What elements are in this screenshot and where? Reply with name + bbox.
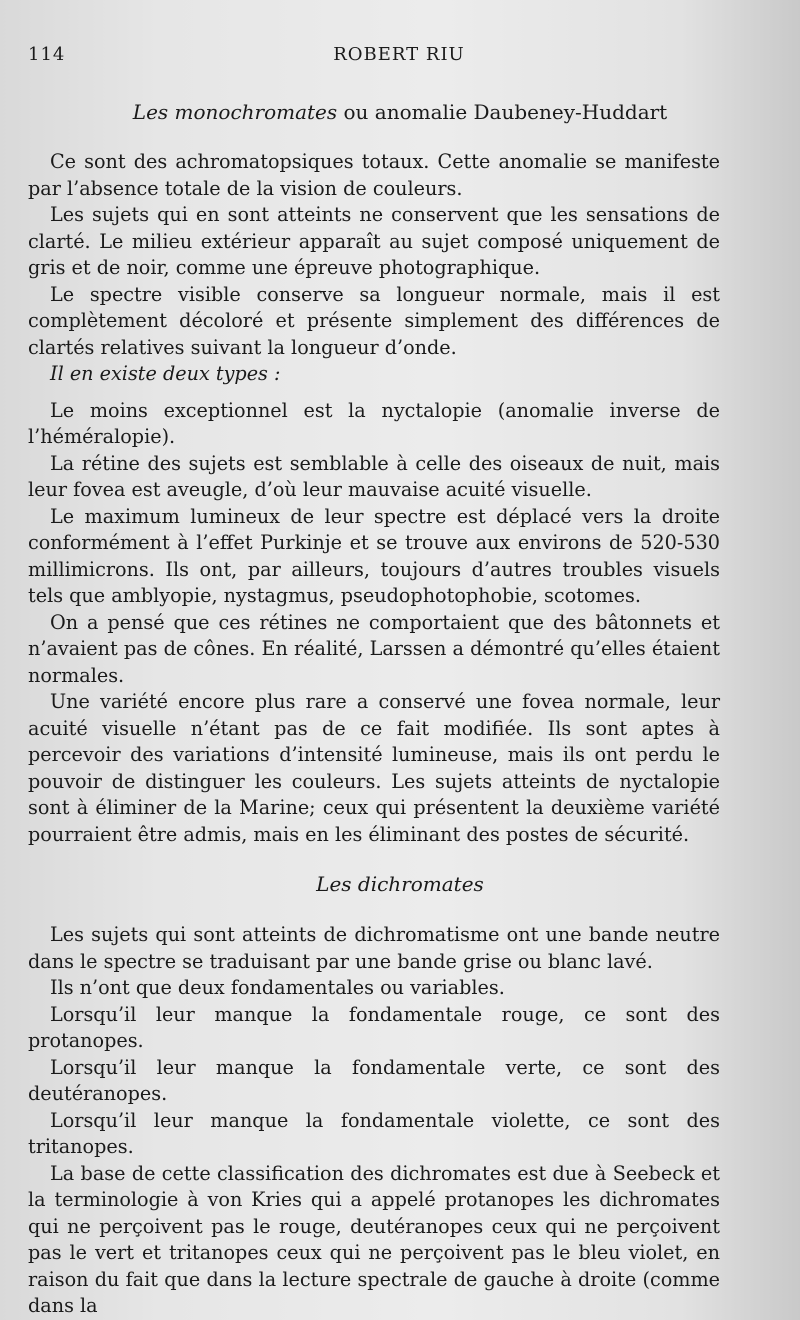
running-head: ROBERT RIU bbox=[333, 44, 465, 65]
paragraph: Lorsqu’il leur manque la fondamentale rouge, ce sont des protanopes. bbox=[28, 1002, 720, 1052]
section-heading-dichromates bbox=[0, 872, 800, 896]
paragraph: Une variété encore plus rare a conservé une fovea normale, leur acuité visuelle n’étant pas de ce fait modifiée. Ils sont aptes à percevoir des variations d’intensité lumineuse, mais ils ont perdu le pouvoir de distinguer les couleurs. Les sujets atteints de nyctalopie sont à éliminer de la Marine; ceux qui présentent la deuxième variété pourraient être admis, mais en les éliminant des postes de sécurité. bbox=[28, 690, 720, 846]
heading-rest-part: ou anomalie Daubeney-Huddart bbox=[337, 100, 668, 124]
paragraph: Lorsqu’il leur manque la fondamentale violette, ce sont des tritanopes. bbox=[28, 1108, 720, 1158]
paragraph: La base de cette classification des dichromates est due à Seebeck et la terminologie à von Kries qui a appelé protanopes les dichromates qui ne perçoivent pas le rouge, deutéranopes ceux qui ne perçoivent pas le vert et tritanopes ceux qui ne perçoivent pas le bleu violet, en raison du fait que dans la lecture spectrale de gauche à droite (comme dans la bbox=[28, 1161, 720, 1317]
page-number: 114 bbox=[28, 44, 66, 65]
heading-italic-part: Les dichromates bbox=[316, 872, 484, 896]
paragraph: Les sujets qui en sont atteints ne conservent que les sensations de clarté. Le milieu extérieur apparaît au sujet composé uniquement de gris et de noir, comme une épreuve photographique. bbox=[28, 203, 720, 279]
page-header bbox=[28, 44, 770, 72]
paragraph: La rétine des sujets est semblable à celle des oiseaux de nuit, mais leur fovea est aveugle, d’où leur mauvaise acuité visuelle. bbox=[28, 451, 720, 501]
paragraph: Le maximum lumineux de leur spectre est déplacé vers la droite conformément à l’effet Purkinje et se trouve aux environs de 520-530 millimicrons. Ils ont, par ailleurs, toujours d’autres troubles visuels tels que amblyopie, nystagmus, pseudophotophobie, scotomes. bbox=[28, 504, 720, 607]
subheading-types: Il en existe deux types : bbox=[50, 362, 281, 385]
section2-body bbox=[28, 922, 720, 1320]
paragraph: Ce sont des achromatopsiques totaux. Cette anomalie se manifeste par l’absence totale de la vision de couleurs. bbox=[28, 150, 720, 200]
paragraph: Les sujets qui sont atteints de dichromatisme ont une bande neutre dans le spectre se traduisant par une bande grise ou blanc lavé. bbox=[28, 923, 720, 973]
section1-body bbox=[28, 149, 720, 848]
paragraph: Ils n’ont que deux fondamentales ou variables. bbox=[50, 976, 505, 999]
paragraph: On a pensé que ces rétines ne comportaient que des bâtonnets et n’avaient pas de cônes. En réalité, Larssen a démontré qu’elles étaient normales. bbox=[28, 610, 720, 687]
paragraph: Le spectre visible conserve sa longueur normale, mais il est complètement décoloré et présente simplement des différences de clartés relatives suivant la longueur d’onde. bbox=[28, 282, 720, 359]
paragraph: Le moins exceptionnel est la nyctalopie (anomalie inverse de l’héméralopie). bbox=[28, 398, 720, 448]
heading-italic-part: Les monochromates bbox=[132, 100, 338, 124]
section-heading-monochromates bbox=[0, 100, 800, 124]
paragraph: Lorsqu’il leur manque la fondamentale verte, ce sont des deutéranopes. bbox=[28, 1055, 720, 1105]
